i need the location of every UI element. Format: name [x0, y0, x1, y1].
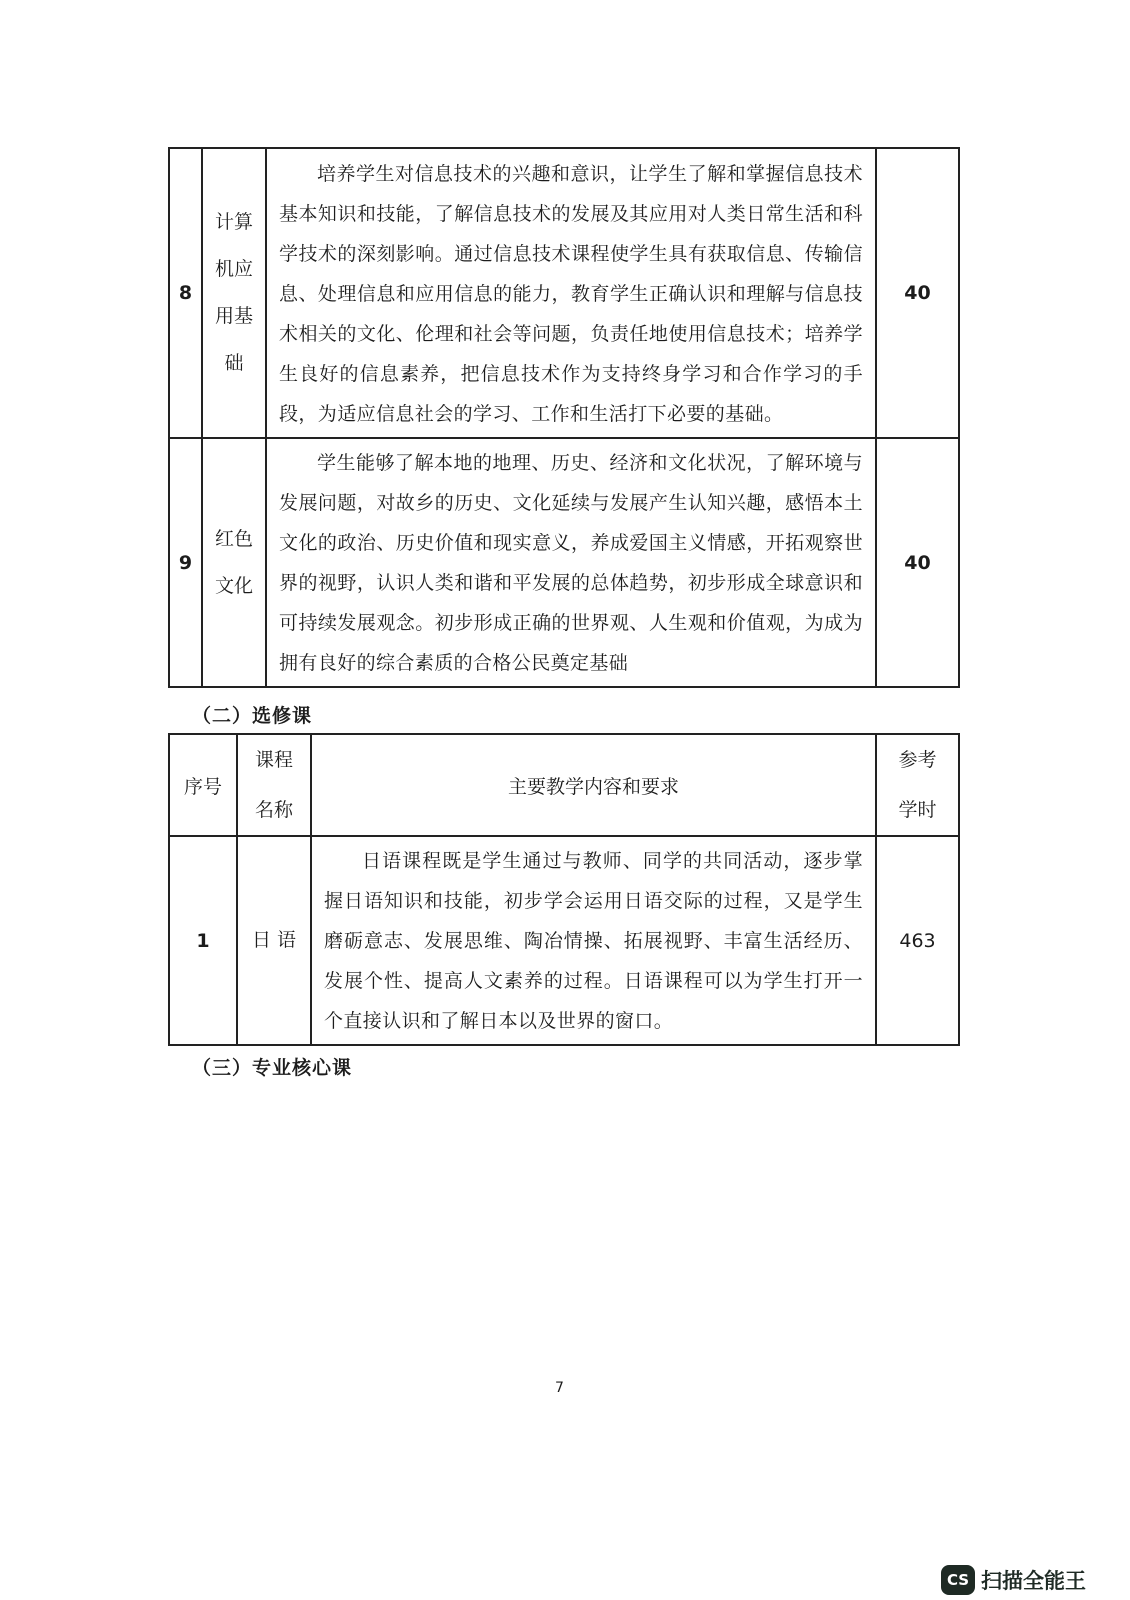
- page-number: 7: [555, 1380, 564, 1396]
- course-hours: 463: [876, 836, 959, 1045]
- elective-course-table: [168, 733, 960, 1046]
- column-header-hours-line: 学时: [898, 799, 937, 821]
- table-row: [169, 148, 959, 438]
- course-name-line: 础: [224, 352, 244, 374]
- course-content: [311, 836, 876, 1045]
- watermark-app-name: 扫描全能王: [981, 1569, 1086, 1593]
- column-header-name-line: 课程: [254, 749, 293, 771]
- course-number: 9: [169, 438, 202, 687]
- course-name: 日 语: [237, 836, 311, 1045]
- column-header-hours-line: 参考: [898, 749, 937, 771]
- course-name-line: 红色: [214, 527, 253, 550]
- course-name-line: 计算: [214, 211, 253, 233]
- section-heading-elective: （二）选修课: [192, 705, 313, 727]
- course-number: 8: [169, 148, 202, 438]
- compulsory-course-table: [168, 147, 960, 688]
- course-name: [202, 438, 266, 687]
- column-header-number: 序号: [169, 734, 237, 836]
- course-content: [266, 148, 876, 438]
- course-number: 1: [169, 836, 237, 1045]
- course-hours: 40: [876, 148, 959, 438]
- column-header-name: [237, 734, 311, 836]
- course-name-line: 机应: [214, 258, 253, 280]
- section-heading-core: （三）专业核心课: [192, 1057, 353, 1079]
- course-content-text: 学生能够了解本地的地理、历史、经济和文化状况，了解环境与发展问题，对故乡的历史、文化延续与发展产生认知兴趣，感悟本土文化的政治、历史价值和现实意义，养成爱国主义情感，开拓观察世界的视野，认识人类和谐和平发展的总体趋势，初步形成全球意识和可持续发展观念。初步形成正确的世界观、人生观和价值观，为成为拥有良好的综合素质的合格公民奠定基础: [279, 452, 863, 674]
- course-content-text: 培养学生对信息技术的兴趣和意识，让学生了解和掌握信息技术基本知识和技能，了解信息技术的发展及其应用对人类日常生活和科学技术的深刻影响。通过信息技术课程使学生具有获取信息、传输信息、处理信息和应用信息的能力，教育学生正确认识和理解与信息技术相关的文化、伦理和社会等问题，负责任地使用信息技术；培养学生良好的信息素养，把信息技术作为支持终身学习和合作学习的手段，为适应信息社会的学习、工作和生活打下必要的基础。: [279, 162, 863, 425]
- camscanner-logo-icon: CS: [941, 1565, 975, 1595]
- course-name: [202, 148, 266, 438]
- scanner-watermark: [941, 1563, 1086, 1597]
- table-row: [169, 438, 959, 687]
- table-row: [169, 836, 959, 1045]
- course-name-line: 文化: [214, 574, 253, 597]
- column-header-name-line: 名称: [254, 799, 293, 821]
- column-header-content: 主要教学内容和要求: [311, 734, 876, 836]
- table-header-row: [169, 734, 959, 836]
- course-hours: 40: [876, 438, 959, 687]
- course-content-text: 日语课程既是学生通过与教师、同学的共同活动，逐步掌握日语知识和技能，初步学会运用日语交际的过程，又是学生磨砺意志、发展思维、陶冶情操、拓展视野、丰富生活经历、发展个性、提高人文素养的过程。日语课程可以为学生打开一个直接认识和了解日本以及世界的窗口。: [324, 850, 863, 1032]
- course-name-line: 用基: [214, 305, 253, 327]
- course-content: [266, 438, 876, 687]
- column-header-hours: [876, 734, 959, 836]
